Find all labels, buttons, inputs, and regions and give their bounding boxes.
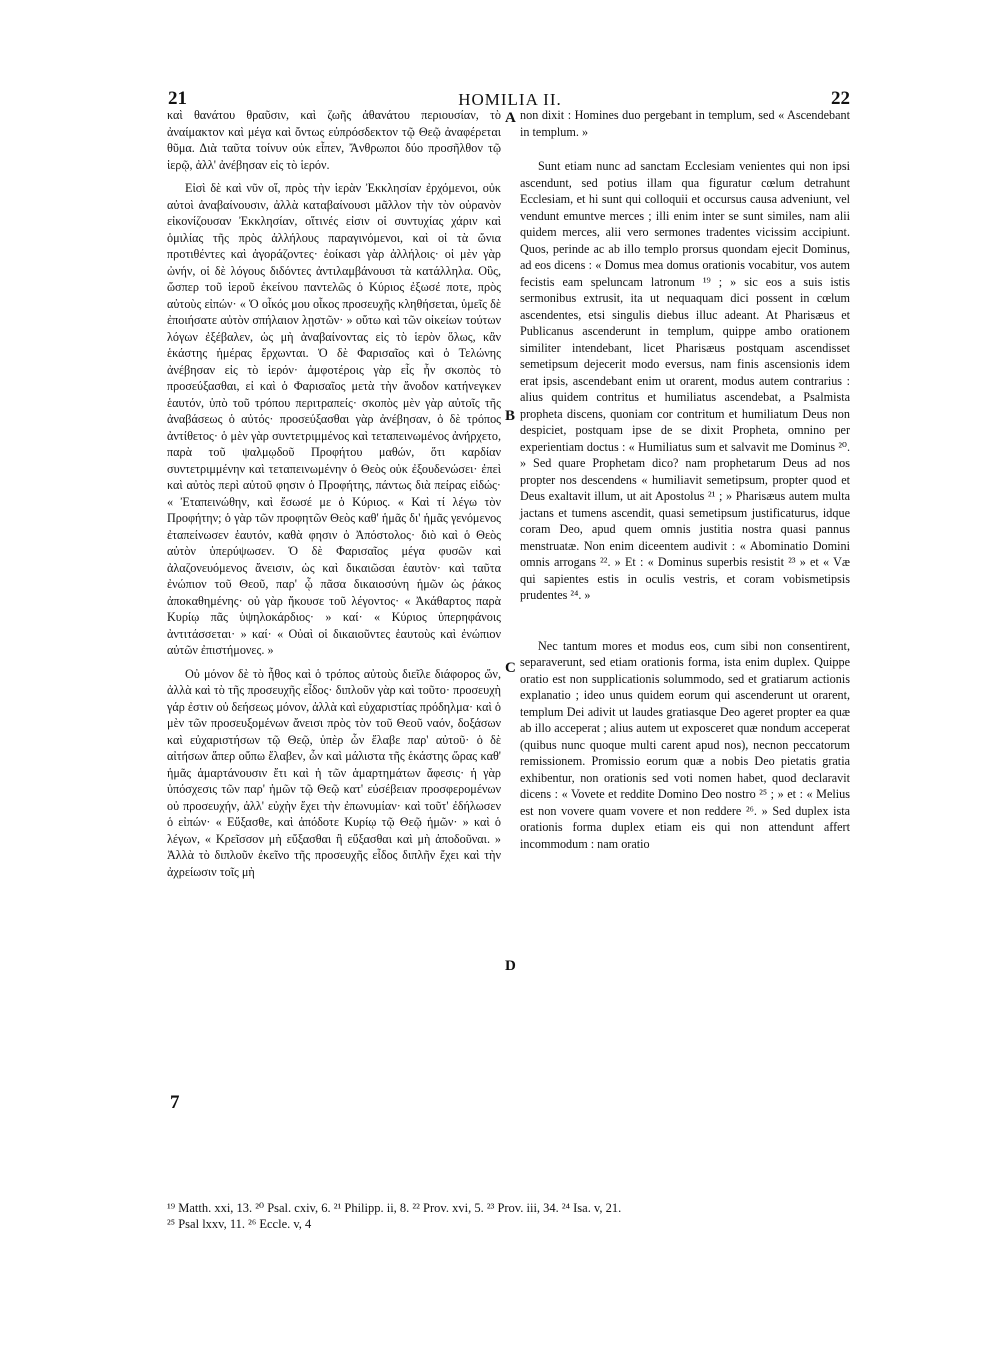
- footnote-line-1: ¹⁹ Matth. xxi, 13. ²⁰ Psal. cxiv, 6. ²¹ Philipp. ii, 8. ²² Prov. xvi, 5. ²³ Prov. iii, 34. ²⁴ Isa. v, 21.: [167, 1201, 622, 1215]
- margin-marker-c: C: [505, 660, 516, 676]
- greek-paragraph-1: καὶ θανάτου θραῦσιν, καὶ ζωῆς ἀθανάτου περιουσίαν, τὸ ἀναίμακτον καὶ μέγα καὶ ὄντως εὐπρόσδεκτον τῷ Θεῷ ἀναφέρεται θῦμα. Διὰ ταῦτα τοίνυν οὐκ εἶπεν, Ἄνθρωποι δύο προσῆλθον τῷ ἱερῷ, ἀλλ' ἀνέβησαν εἰς τὸ ἱερόν.: [167, 108, 501, 172]
- left-page-number: 21: [168, 88, 187, 109]
- footnotes: [167, 1200, 855, 1232]
- margin-marker-seven: 7: [170, 1092, 180, 1113]
- latin-paragraph-2: Sunt etiam nunc ad sanctam Ecclesiam venientes qui non ipsi ascendunt, sed potius illam qua figuratur cœlum detrahunt Ecclesiam, et hi sunt qui colloquii et occursus causa adveniunt, vel vendunt emuntve merces ; illi enim inter se sunt similes, nam alii quidem merces, alii vero sermones tradentes vicissim accipiunt. Quos, perinde ac ab illo templo prorsus quondam ejecit Dominus, ad eos dicens : « Domus mea domus orationis vocabitur, vos autem fecistis eam speluncam latronum ¹⁹ ; » sic eos a suis istis sermonibus extrusit, ita ut nequaquam dici possent in cœlum ascendentes, etsi singulis diebus illuc adeant. At Pharisæus et Publicanus ascenderunt in templum, quippe ambo orationem similiter intendebant, licet Pharisæus postquam ascendisset semetipsum dejecerit modo eversus, nam finis ascensionis idem erat ipsis, ascendebant enim ut orarent, modus autem contrarius : alius quidem contritus et humiliatus ascendebat, a Psalmista propheta discens, quoniam cor contritum et humiliatum Deus non despiciet, postquam ipse de se dixit Propheta, omnino per experientiam doctus : « Humiliatus sum et salvavit me Dominus ²⁰. » Sed quare Prophetam dico? nam prophetarum Deus ad nos propter nos descendens « humiliavit semetipsum, propter quod et Deus exaltavit illum, ut ait Apostolus ²¹ ; » Pharisæus autem multa jactans et tumens ascendit, quasi semetipsum justificaturus, idque coram Deo, apud quem omnis justitia nostra quasi pannus menstruatæ. Non enim diceentem audivit : « Abominatio Domini omnis arrogans ²². » Et : « Dominus superbis resistit ²³ » et « Væ qui sapientes estis in oculis vestris, et coram vobismetipsis prudentes ²⁴. »: [520, 159, 850, 602]
- margin-marker-b: B: [505, 408, 516, 424]
- greek-paragraph-2: Εἰσὶ δὲ καὶ νῦν οἵ, πρὸς τὴν ἱερὰν Ἐκκλησίαν ἐρχόμενοι, οὐκ αὐτοὶ ἀναβαίνουσιν, ἀλλὰ καταβαίνουσι μᾶλλον τὴν τὸν οὐρανὸν εἰκονίζουσαν Ἐκκλησίαν, οἵτινές εἰσιν οἱ συντυχίας χάριν καὶ ὁμιλίας τῆς πρὸς ἀλλήλους παραγινόμενοι, καὶ οἱ τὰ ὤνια προτιθέντες καὶ ἀγοράζοντες· ἐοίκασι γὰρ ἀλλήλοις· οἱ μὲν γὰρ ὠνήν, οἱ δὲ λόγους διδόντες ἀντιλαμβάνουσι τὰ κατάλληλα. Οὓς, ὥσπερ τοῦ ἱεροῦ ἐκείνου παντελῶς ὁ Κύριος ἐξωσέ ποτε, πρὸς αὐτοὺς εἰπών· « Ὁ οἶκός μου οἶκος προσευχῆς κληθήσεται, ὑμεῖς δὲ ἐποιήσατε αὐτὸν σπήλαιον λῃστῶν· » οὕτω καὶ τῶν οἰκείων τούτων λόγων ἐξέβαλεν, ὡς μὴ ἀναβαίνοντας εἰς τὸ ἱερὸν ὅλως, κἂν ἑκάστης ἡμέρας ἔρχωνται. Ὁ δὲ Φαρισαῖος καὶ ὁ Τελώνης ἀνέβησαν εἰς τὸ ἱερόν· ἀμφοτέροις γὰρ εἷς ἦν σκοπὸς τὸ προσεύξασθαι, εἰ καὶ ὁ Φαρισαῖος μετὰ τὴν ἄνοδον κατήνεγκεν ἑαυτόν, ὑπὸ τοῦ τρόπου περιτραπείς· σκοπὸς μὲν γὰρ αὐτοῖς τῆς ἀναβάσεως ὁ αὐτός· προσεύξασθαι γὰρ ἀνέβησαν, ὁ δὲ τρόπος ἀντίθετος· ὁ μὲν γὰρ συντετριμμένος καὶ τεταπεινωμένος ἀνήρχετο, παρὰ τοῦ ψαλμῳδοῦ Προφήτου μαθών, ὅτι καρδίαν συντετριμμένην καὶ τεταπεινωμένην ὁ Θεὸς οὐκ ἐξουδενώσει· ἐπεὶ καὶ αὐτὸς περὶ αὐτοῦ φησιν ὁ Προφήτης, πάντως διὰ πείρας εἰδώς· « Ἐταπεινώθην, καὶ ἔσωσέ με ὁ Κύριος. « Καὶ τί λέγω τὸν Προφήτην; ὁ γὰρ τῶν προφητῶν Θεὸς καθ' ἡμᾶς δι' ἡμᾶς γενόμενος ἐταπείνωσεν ἑαυτόν, καθὰ φησιν ὁ Ἀπόστολος· διὸ καὶ ὁ Θεὸς αὐτὸν ὑπερύψωσεν. Ὁ δὲ Φαρισαῖος μέγα φυσῶν καὶ ἀλαζονευόμενος ἄνεισιν, ὡς καὶ δικαιῶσαι ἑαυτὸν· καὶ ταῦτα ἐνώπιον τοῦ Θεοῦ, παρ' ᾧ πᾶσα δικαιοσύνη ἡμῶν ὡς ῥάκος ἀποκαθημένης· οὐ γὰρ ἤκουσε τοῦ λέγοντος· « Ἀκάθαρτος παρὰ Κυρίῳ πᾶς ὑψηλοκάρδιος· » καί· « Κύριος ὑπερηφάνοις ἀντιτάσσεται· » καί· « Οὐαὶ οἱ δικαιοῦντες ἑαυτοὺς καὶ ἐνώπιον αὐτῶν ἐπιστήμονες. »: [167, 181, 501, 657]
- margin-marker-d: D: [505, 958, 516, 974]
- running-title: HOMILIA II.: [458, 90, 562, 109]
- latin-column: [520, 107, 850, 852]
- right-page-number: 22: [831, 88, 850, 109]
- margin-marker-a: A: [505, 110, 516, 126]
- greek-column: [167, 107, 501, 880]
- greek-paragraph-3: Οὐ μόνον δὲ τὸ ἦθος καὶ ὁ τρόπος αὐτοὺς διεῖλε διάφορος ὤν, ἀλλὰ καὶ τὸ τῆς προσευχῆς εἶδος· διπλοῦν γὰρ καὶ τοῦτο· προσευχὴ γάρ ἐστιν οὐ δεήσεως μόνον, ἀλλὰ καὶ εὐχαριστίας πρόδηλμα· καὶ ὁ μὲν τῶν προσευξομένων ἄνεισι πρὸς τὸν τοῦ Θεοῦ ναόν, δοξάσων καὶ εὐχαριστήσων τῷ Θεῷ, ὑπὲρ ὧν ἔλαβε παρ' αὐτοῦ· ὁ δὲ αἰτήσων ἅπερ οὔπω ἔλαβεν, ὧν καὶ μάλιστα τῆς ἑκάστης ὥρας καθ' ἡμᾶς ἁμαρτάνουσιν ἔτι καὶ ἡ τῶν ἁμαρτημάτων ἄφεσις· ἡ γὰρ ὑπόσχεσις τῶν παρ' ἡμῶν τῷ Θεῷ κατ' εὐσέβειαν προσφερομένων οὐ προσευχήν, ἀλλ' εὐχὴν ἔχει τὴν ἐπωνυμίαν· καὶ τοῦτ' ἐδήλωσεν ὁ εἰπών· « Εὔξασθε, καὶ ἀπόδοτε Κυρίῳ τῷ Θεῷ ἡμῶν· » καὶ ὁ λέγων, « Κρεῖσσον μὴ εὔξασθαι ἢ εὔξασθαι καὶ μὴ ἀποδοῦναι. » Ἀλλὰ τὸ διπλοῦν ἐκεῖνο τῆς προσευχῆς εἶδος διπλῆν ἔχει καὶ τὴν ἀχρείωσιν τοῖς μὴ: [167, 666, 501, 879]
- latin-paragraph-3: Nec tantum mores et modus eos, cum sibi non consentirent, separaverunt, sed etiam orationis forma, ista enim duplex. Quippe oratio est non supplicationis solummodo, sed et gratiarum actionis explanatio ; ideo unus quidem eorum qui ascenderunt ut orarent, templum Dei adivit ut laudes gratiasque Deo ageret propter ea quæ ab illo acceperat ; alius autem ut exposceret quæ nondum acceperat (quibus nunc quoque multi carent apud nos), necnon peccatorum remissionem. Promissio eorum quæ a nobis Deo pietatis gratia exhibentur, non orationis sed voti nomen habet, quod declaravit dicens : « Vovete et reddite Domino Deo nostro ²⁵ ; » et : « Melius est non vovere quam vovere et non reddere ²⁶. » Sed duplex ista orationis forma duplex etiam eis qui non attendunt affert incommodum : nam oratio: [520, 638, 850, 851]
- latin-paragraph-1: non dixit : Homines duo pergebant in templum, sed « Ascendebant in templum. »: [520, 108, 850, 139]
- footnote-line-2: ²⁵ Psal lxxv, 11. ²⁶ Eccle. v, 4: [167, 1217, 312, 1231]
